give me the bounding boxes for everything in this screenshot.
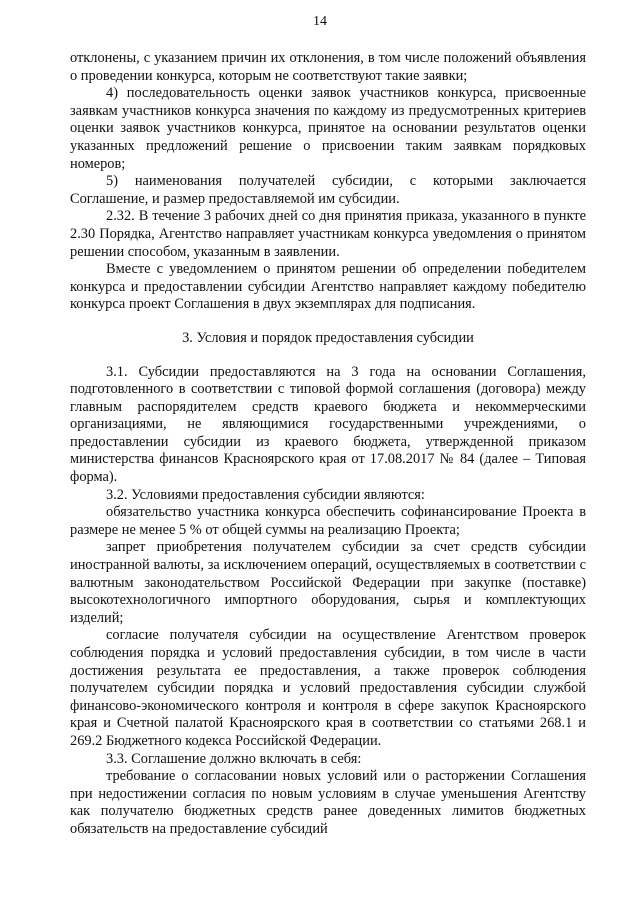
section-heading: 3. Условия и порядок предоставления субсидии <box>182 329 474 346</box>
paragraph-audit-consent: согласие получателя субсидии на осуществление Агентством проверок соблюдения порядка и условий предоставления субсидии, в том числе в части достижения результата ее предоставления, а также проверок соблюдения получателем субсидии порядка и условий предоставления субсидии службой финансово-экономического контроля и контроля в сфере закупок Красноярского края и Счетной палатой Красноярского края в соответствии со статьями 268.1 и 269.2 Бюджетного кодекса Российской Федерации. <box>70 627 586 749</box>
paragraph-item-4: 4) последовательность оценки заявок участников конкурса, присвоенные заявкам участников конкурса значения по каждому из предусмотренных критериев оценки заявок участников конкурса, принятое на основании результатов оценки указанных предложений решение о присвоении таким заявкам порядковых номеров; <box>70 85 586 172</box>
page-number: 14 <box>313 14 327 29</box>
paragraph-item-5: 5) наименования получателей субсидии, с которыми заключается Соглашение, и размер предоставляемой им субсидии. <box>70 173 586 207</box>
paragraph-3-3: 3.3. Соглашение должно включать в себя: <box>106 750 362 767</box>
paragraph-2-32: 2.32. В течение 3 рабочих дней со дня принятия приказа, указанного в пункте 2.30 Порядка, Агентство направляет участникам конкурса уведомления о принятом решении способом, указанным в заявлении. <box>70 208 586 260</box>
paragraph-continuation: отклонены, с указанием причин их отклонения, в том числе положений объявления о проведении конкурса, которым не соответствуют такие заявки; <box>70 50 586 84</box>
paragraph-3-1: 3.1. Субсидии предоставляются на 3 года на основании Соглашения, подготовленного в соответствии с типовой формой соглашения (договора) между главным распорядителем средств краевого бюджета и некоммерческими организациями, не являющимися государственными учреждениями, о предоставлении субсидии из краевого бюджета, утвержденной приказом министерства финансов Красноярского края от 17.08.2017 № 84 (далее – Типовая форма). <box>70 363 586 486</box>
paragraph-notification: Вместе с уведомлением о принятом решении об определении победителем конкурса и предоставлении субсидии Агентство направляет каждому победителю конкурса проект Соглашения в двух экземплярах для подписания. <box>70 261 586 313</box>
document-body <box>70 50 586 839</box>
paragraph-3-2: 3.2. Условиями предоставления субсидии являются: <box>106 486 425 503</box>
paragraph-requirement: требование о согласовании новых условий или о расторжении Соглашения при недостижении согласия по новым условиям в случае уменьшения Агентству как получателю бюджетных средств ранее доведенных лимитов бюджетных обязательств на предоставление субсидий <box>70 768 586 837</box>
paragraph-currency-ban: запрет приобретения получателем субсидии за счет средств субсидии иностранной валюты, за исключением операций, осуществляемых в соответствии с валютным законодательством Российской Федерации при закупке (поставке) высокотехнологичного импортного оборудования, сырья и комплектующих изделий; <box>70 539 586 626</box>
paragraph-cofinancing: обязательство участника конкурса обеспечить софинансирование Проекта в размере не менее 5 % от общей суммы на реализацию Проекта; <box>70 504 586 538</box>
